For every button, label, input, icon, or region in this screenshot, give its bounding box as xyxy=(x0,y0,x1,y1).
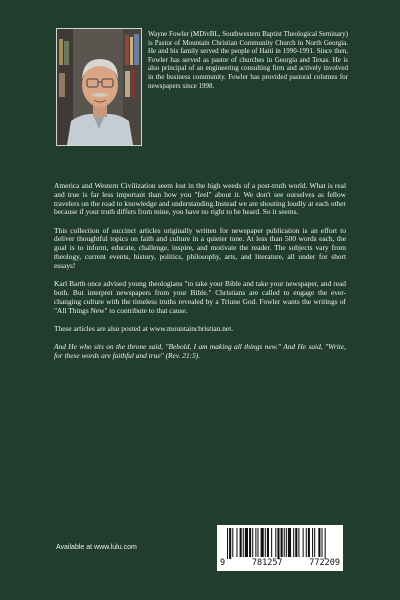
isbn-barcode xyxy=(217,525,343,571)
barcode-bar xyxy=(303,528,304,557)
barcode-bar xyxy=(275,528,276,557)
barcode-bar xyxy=(240,528,242,557)
barcode-bar xyxy=(306,528,307,557)
barcode-bar xyxy=(229,528,231,559)
barcode-bar xyxy=(249,528,251,557)
barcode-bar xyxy=(314,528,315,557)
barcode-bar xyxy=(252,528,253,557)
barcode-bar xyxy=(286,528,287,557)
barcode-bar xyxy=(261,528,264,557)
barcode-bar xyxy=(318,528,320,557)
barcode-bar xyxy=(308,528,310,557)
barcode-bar xyxy=(265,528,266,557)
barcode-left-group: 781257 xyxy=(251,558,283,568)
barcode-bar xyxy=(293,528,294,557)
barcode-bar xyxy=(281,528,283,557)
availability-text: Available at www.lulu.com xyxy=(56,544,137,551)
description-paragraph-1: America and Western Civilization seem lost in the high weeds of a post-truth world. What is real and true is far less important than how you "feel" about it. We don't see ourselves as fellow travelers on the road to knowledge and understanding.Instead we are shouting loudly at each other because if your truth differs from mine, you have no right to be heard. So it seems. xyxy=(54,181,346,217)
barcode-bar xyxy=(243,528,244,557)
description-paragraph-3: Karl Barth once advised young theologians "to take your Bible and take your newspaper, and read both. But interpret newspapers from your Bible." Christians are called to engage the ever-changing culture with the timeless truths revealed by a Triune God. Fowler wants the writings of "All Things New" to contribute to that cause. xyxy=(54,279,346,315)
author-bio: Wayne Fowler (MDivBL, Southwestern Baptist Theological Seminary) is Pastor of Mountain Christian Community Church in North Georgia. He and his family served the people of Haiti in 1990-1991. Since then, Fowler has served as pastor of churches in Georgia and Texas. He is also principal of an engineering consulting firm and actively involved in the business community. Fowler has provided pastoral columns for newspapers since 1998. xyxy=(148,30,348,90)
barcode-digits xyxy=(217,558,343,568)
barcode-bar xyxy=(271,528,272,557)
barcode-bar xyxy=(236,528,237,557)
barcode-first-digit: 9 xyxy=(220,558,226,568)
scripture-quote: And He who sits on the throne said, "Behold, I am making all things new." And He said, "Write, for these words are faithful and true" (Rev. 21:5). xyxy=(54,342,346,360)
barcode-bar xyxy=(325,528,326,559)
barcode-bar xyxy=(277,528,279,559)
description-body xyxy=(54,182,346,370)
barcode-right-group: 772209 xyxy=(309,558,340,568)
barcode-bar xyxy=(267,528,269,557)
barcode-bar xyxy=(257,528,258,557)
barcode-bar xyxy=(295,528,297,557)
website-note: These articles are also posted at www.mountainchristian.net. xyxy=(54,323,234,333)
barcode-bar xyxy=(227,528,228,559)
barcode-bar xyxy=(322,528,323,557)
barcode-bars xyxy=(217,525,343,559)
description-paragraph-2: This collection of succinct articles originally written for newspaper publication is an effort to deliver thoughtful topics on faith and culture in a quieter tone. At less than 500 words each, the goal is to inform, educate, challenge, inspire, and motivate the reader. The subjects vary from theology, current events, history, politics, philosophy, arts, and literature, all under for short essays! xyxy=(54,225,346,270)
author-portrait-image xyxy=(57,29,141,145)
barcode-bar xyxy=(288,528,291,557)
author-photo xyxy=(56,28,142,146)
barcode-bar xyxy=(232,528,233,557)
barcode-bar xyxy=(255,528,256,557)
barcode-bar xyxy=(245,528,248,557)
barcode-bar xyxy=(284,528,285,557)
barcode-bar xyxy=(298,528,299,557)
barcode-bar xyxy=(312,528,313,557)
